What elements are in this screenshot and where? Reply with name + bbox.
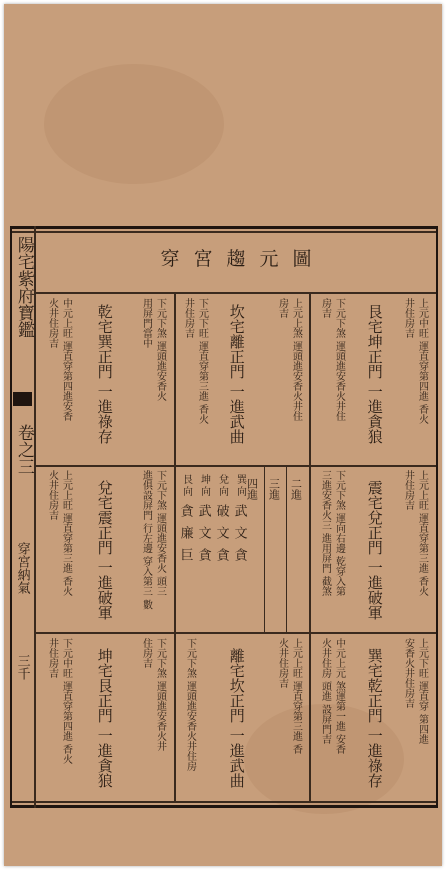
cell-note: 三進安香火三 進用屏門 截煞 [319,470,331,597]
cell-note: 安香火井住房吉 [402,638,414,708]
star-name: 貪 [213,548,229,561]
star-name: 貪 [231,548,247,561]
star-name: 文 [213,526,229,539]
cell-note: 上元下旺 運直穿 第四進 [416,638,428,745]
cell-note: 進俱設屏門 行左邊 穿入第三 數 [140,470,152,610]
cell-main: 坤宅艮正門 一進貪狼 [95,648,114,788]
inner-side-label: 四進 [245,478,259,500]
grid-row-line [34,632,436,634]
cell-note: 上元上煞 運頭進安香火井住 [290,298,302,422]
section-label: 穿宮納氣 [14,542,30,594]
direction-label: 向 [216,486,228,496]
cell-note: 井住房吉 [46,638,58,678]
direction-label: 向 [180,486,192,496]
cell-main: 艮宅坤正門 一進貪狼 [365,304,384,444]
inner-side-label: 三進 [267,478,281,500]
star-name: 破 [213,504,229,517]
cell-note: 下元中旺 運直穿第四進 香火 [60,638,72,765]
cell-main: 巽宅乾正門 一進祿存 [365,648,384,788]
cell-note: 房吉 [319,298,331,318]
cell-note: 火井住房吉 [46,298,58,348]
cell-note: 下元下旺 運直穿第三進 香火 [196,298,208,425]
inner-grid-line [264,465,265,632]
volume-label: 卷之三 [13,424,34,475]
star-name: 廉 [177,526,193,539]
cell-note: 下元下煞 運頭進安香火 頭三 [154,470,166,597]
cell-note: 井住房吉 [402,470,414,510]
cell-main: 坎宅離正門 一進武曲 [227,304,246,444]
star-name: 武 [231,504,247,517]
star-name: 貪 [177,504,193,517]
cell-main: 乾宅巽正門 一進祿存 [95,304,114,444]
scanned-page [4,4,442,866]
book-title: 陽宅紫府寶鑑 [13,236,34,338]
cell-note: 中元上旺 運直穿第四進安香 [60,298,72,422]
grid-row-line [34,465,436,467]
page-number: 三千 [14,654,30,680]
direction-label: 艮 [180,474,192,484]
frame-top-line [10,226,438,229]
cell-note: 住房吉 [140,638,152,668]
cell-note: 房吉 [276,298,288,318]
star-name: 文 [231,526,247,539]
cell-note: 上元上旺 運直穿第三進 香火 [60,470,72,597]
cell-note: 火井住房吉 [276,638,288,688]
cell-note: 火井住房吉 [46,470,58,520]
cell-note: 用屏門當中 [140,298,152,348]
fishtail-mark [13,392,32,406]
direction-label: 向 [234,486,246,496]
inner-grid-line [286,465,287,632]
margin-divider [34,226,36,808]
direction-label: 巽 [234,474,246,484]
frame-top-inner-line [10,231,438,233]
paper-stain [44,64,224,184]
frame-right-line [436,226,438,808]
cell-main: 震宅兌正門 一進破軍 [365,480,384,620]
star-name: 文 [195,526,211,539]
frame-bottom-inner-line [10,801,438,803]
cell-note: 下元下煞 運頭進安香火井 [154,638,166,752]
cell-note: 下元下煞 運頭進安香火 [154,298,166,402]
star-name: 巨 [177,548,193,561]
cell-note: 中元上元 煞運第一進 安香 [333,638,345,755]
cell-note: 井住房吉 [182,298,194,338]
grid-col-line [309,292,311,803]
direction-label: 向 [198,486,210,496]
chart-title: 穿宮趨元圖 [160,248,326,270]
cell-note: 上元中旺 運直穿第四進 香火 [416,298,428,425]
cell-note: 井住房吉 [402,298,414,338]
cell-note: 上元上旺 運直穿第三進 香火 [416,470,428,597]
frame-left-line [10,226,12,808]
cell-note: 下元下煞 運向右邊 乾穿入第 [333,470,345,597]
direction-label: 兌 [216,474,228,484]
cell-note: 下元下煞 運頭進安香火井住房 [184,638,196,772]
star-name: 武 [195,504,211,517]
cell-main: 離宅坎正門 一進武曲 [227,648,246,788]
frame-bottom-line [10,805,438,808]
cell-main: 兌宅震正門 一進破軍 [95,480,114,620]
direction-label: 坤 [198,474,210,484]
cell-note: 上元上旺 運直穿第三進 香 [290,638,302,755]
title-row-divider [34,292,436,294]
star-name: 貪 [195,548,211,561]
cell-note: 下元下煞 運頭進安香火井住 [333,298,345,422]
inner-side-label: 二進 [289,478,303,500]
grid-col-line [174,292,176,803]
cell-note: 火井住房 頭進 設屏門吉 [319,638,331,745]
